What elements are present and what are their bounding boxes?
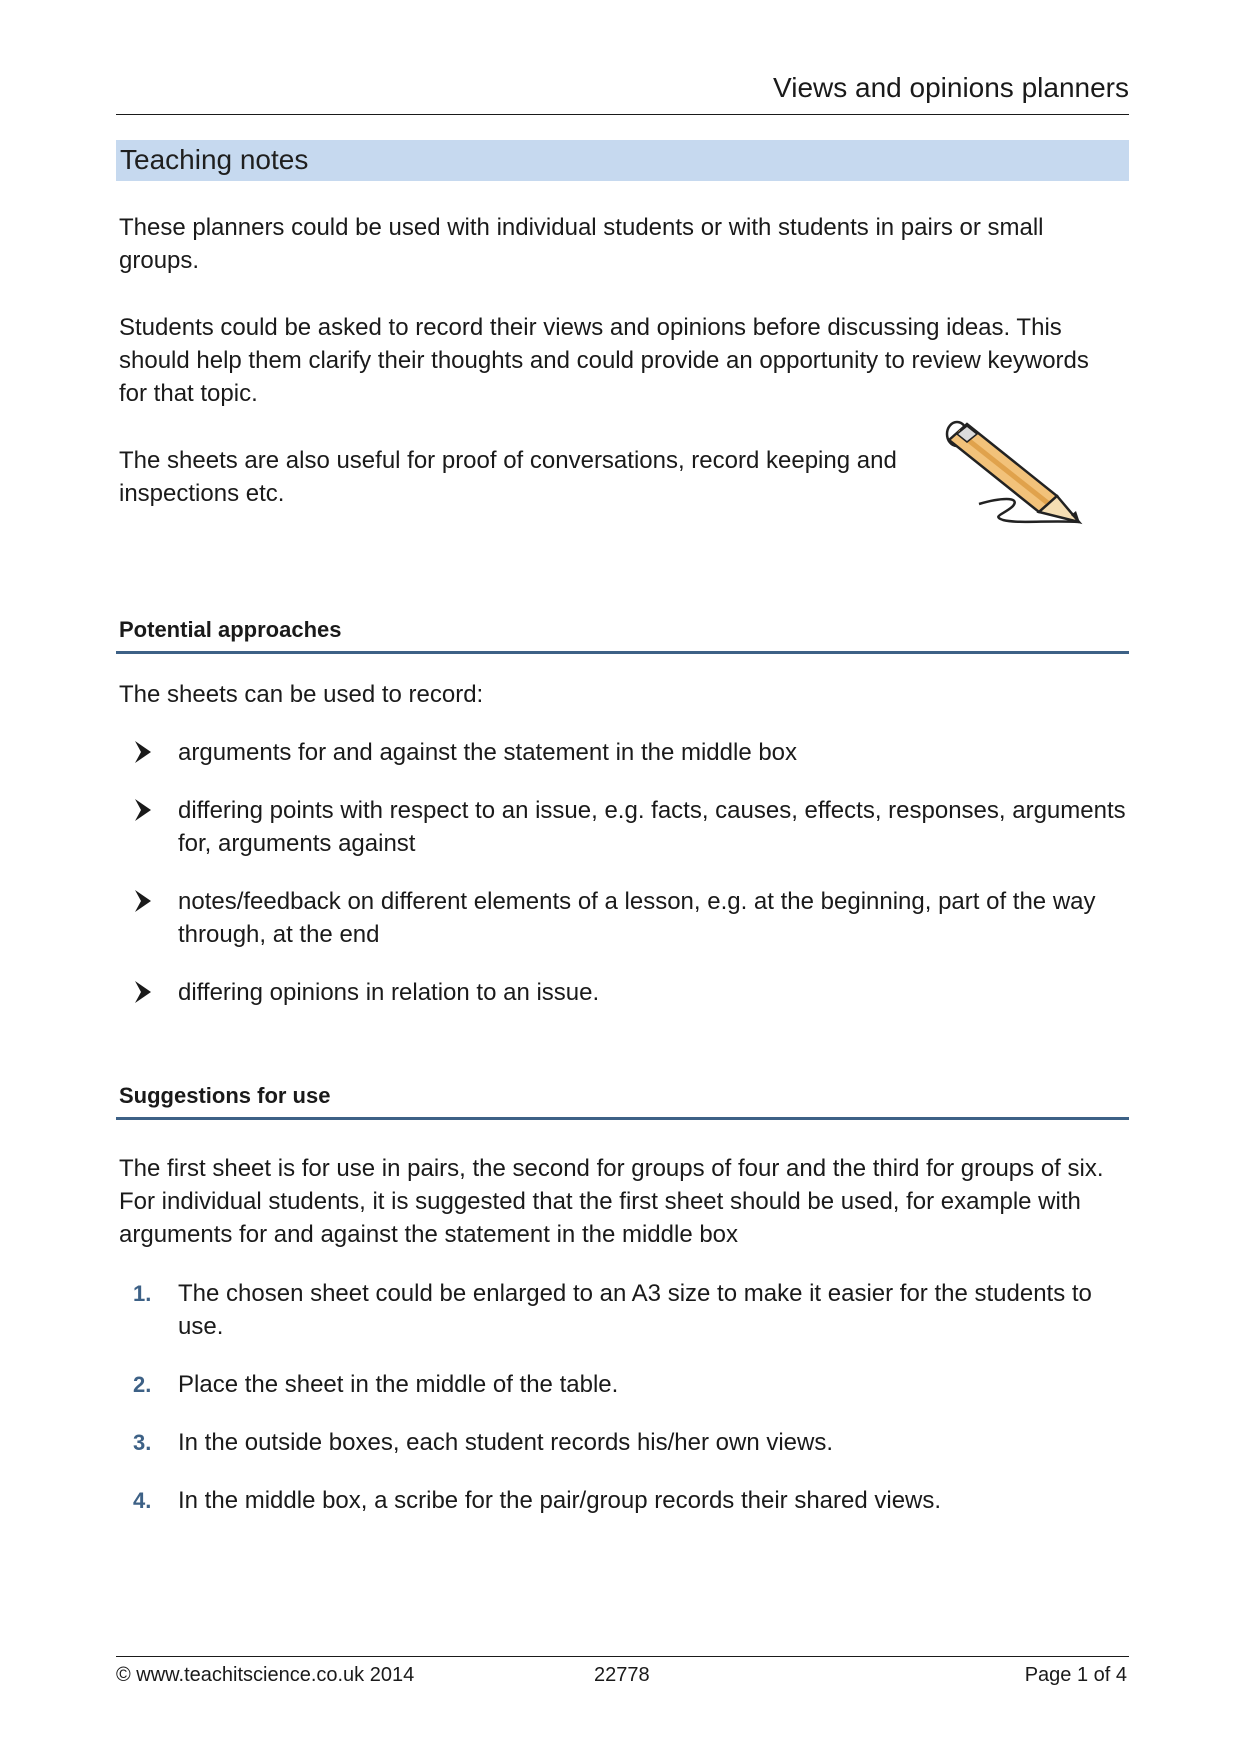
step-text: In the outside boxes, each student records his/her own views. [178, 1429, 834, 1456]
suggestions-heading: Suggestions for use [119, 1083, 331, 1108]
suggestions-intro: The first sheet is for use in pairs, the second for groups of four and the third for groups of six. For individual students, it is suggested that the first sheet should be used, for example with arguments for and against the statement in the middle box [119, 1155, 1104, 1248]
step-text: The chosen sheet could be enlarged to an A3 size to make it easier for the students to use. [178, 1280, 1092, 1340]
step-text: In the middle box, a scribe for the pair/group records their shared views. [178, 1487, 942, 1514]
intro-paragraph-3: The sheets are also useful for proof of conversations, record keeping and inspections etc. [119, 447, 897, 507]
arrow-bullet-icon [133, 797, 153, 823]
arrow-bullet-icon [133, 739, 153, 765]
step-number: 2. [133, 1372, 152, 1397]
list-item [116, 1368, 1129, 1401]
list-item [116, 1426, 1129, 1459]
arrow-bullet-icon [133, 979, 153, 1005]
footer-page-number: Page 1 of 4 [1024, 1664, 1127, 1686]
header-rule [116, 114, 1129, 115]
intro-paragraph-2: Students could be asked to record their views and opinions before discussing ideas. This should help them clarify their thoughts and could provide an opportunity to review keywords for that topic. [119, 314, 1089, 407]
list-item [116, 736, 1129, 769]
list-item [116, 1484, 1129, 1517]
list-item [116, 794, 1129, 860]
list-item-text: differing points with respect to an issue, e.g. facts, causes, effects, responses, arguments for, arguments against [178, 797, 1126, 857]
list-item [116, 885, 1129, 951]
list-item-text: differing opinions in relation to an issue. [178, 979, 600, 1006]
pencil-icon [939, 418, 1089, 528]
footer-rule [116, 1656, 1129, 1657]
document-page [116, 0, 1129, 1754]
step-text: Place the sheet in the middle of the table. [178, 1371, 619, 1398]
approaches-list [116, 736, 1129, 1009]
intro-paragraph-1: These planners could be used with individual students or with students in pairs or small groups. [119, 214, 1044, 274]
list-item-text: arguments for and against the statement in the middle box [178, 739, 798, 766]
footer-copyright: © www.teachitscience.co.uk 2014 [116, 1664, 415, 1686]
band-title: Teaching notes [120, 144, 309, 175]
list-item-text: notes/feedback on different elements of a lesson, e.g. at the beginning, part of the way through, at the end [178, 888, 1096, 948]
suggestions-rule [116, 1117, 1129, 1120]
step-number: 4. [133, 1488, 152, 1513]
document-header-title: Views and opinions planners [773, 72, 1129, 103]
potential-intro: The sheets can be used to record: [119, 681, 484, 708]
potential-approaches-rule [116, 651, 1129, 654]
section-band [116, 140, 1129, 181]
list-item [116, 1277, 1129, 1343]
footer-code: 22778 [594, 1664, 650, 1686]
step-number: 3. [133, 1430, 152, 1455]
list-item [116, 976, 1129, 1009]
arrow-bullet-icon [133, 888, 153, 914]
steps-list [116, 1277, 1129, 1517]
step-number: 1. [133, 1281, 152, 1306]
potential-approaches-heading: Potential approaches [119, 617, 342, 642]
